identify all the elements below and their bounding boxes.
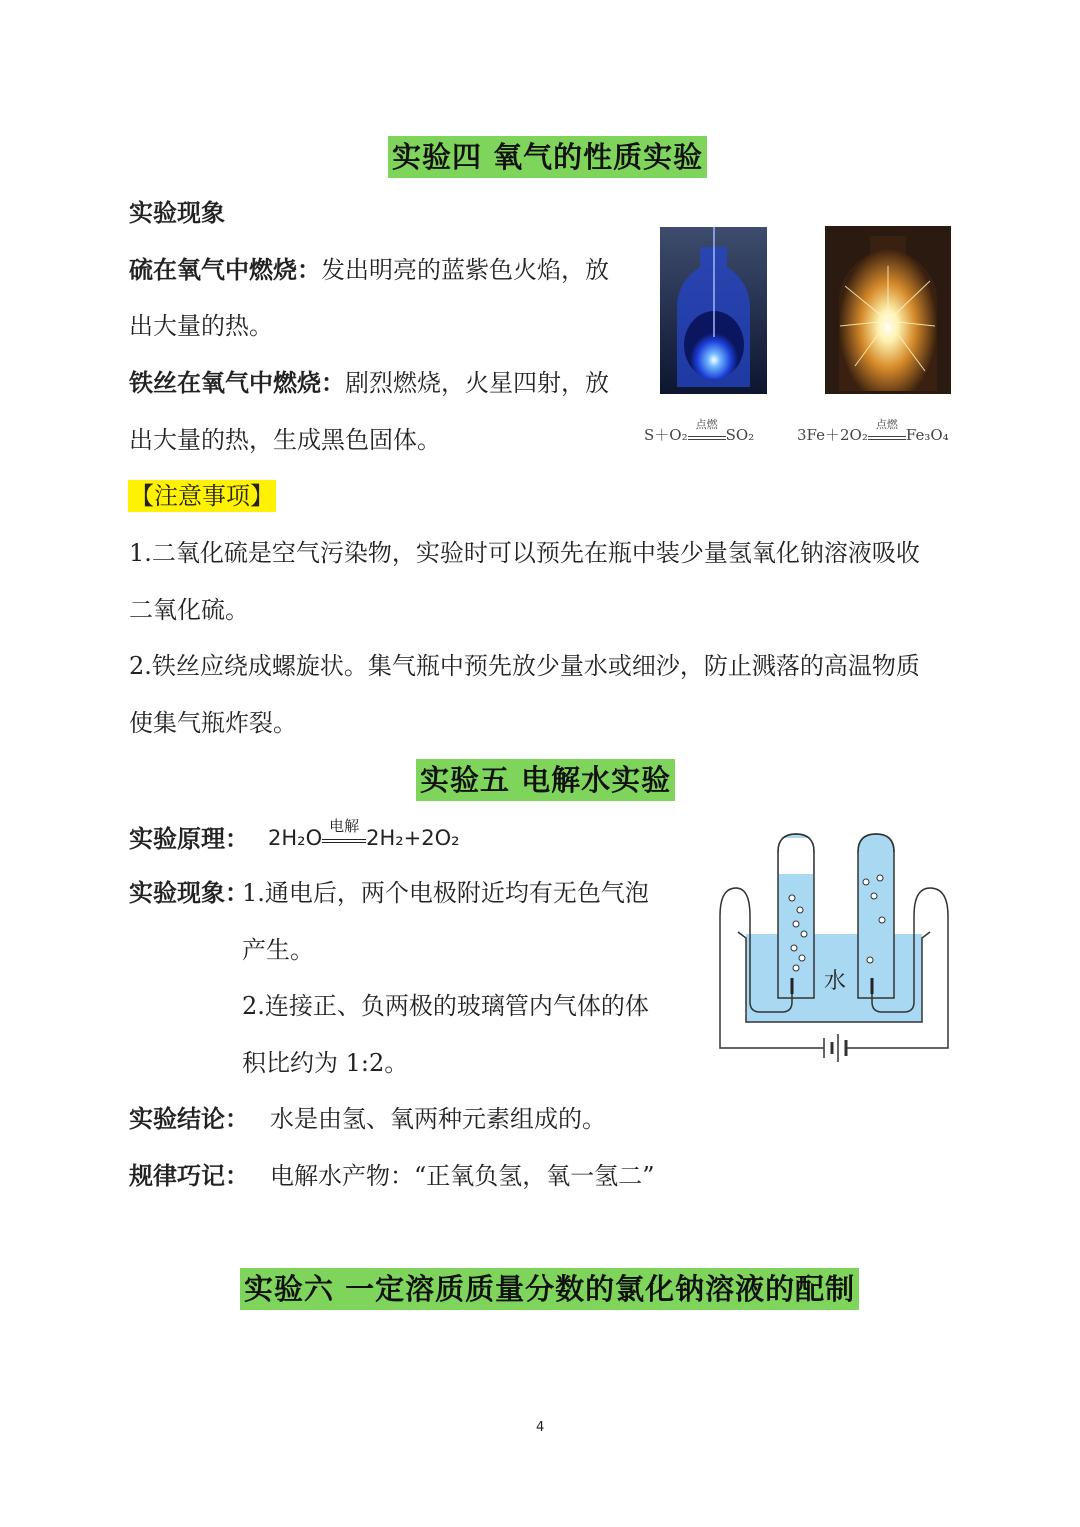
exp6-title: 实验六 一定溶质质量分数的氯化钠溶液的配制 — [240, 1268, 859, 1310]
principle-label: 实验原理： — [129, 825, 249, 853]
ph2-line2: 积比约为 1:2。 — [242, 1049, 409, 1077]
exp4-phenomenon-label: 实验现象 — [129, 199, 225, 227]
iron-text-2: 出大量的热，生成黑色固体。 — [129, 426, 441, 454]
iron-eq-left: 3Fe＋2O₂ — [797, 426, 868, 444]
sulfur-line-1 — [129, 255, 609, 285]
principle-left: 2H₂O — [268, 826, 323, 850]
iron-label: 铁丝在氧气中燃烧： — [129, 369, 345, 397]
ph1-line2: 产生。 — [242, 936, 314, 964]
note1-line2: 二氧化硫。 — [129, 596, 249, 624]
sulfur-eq-left: S＋O₂ — [644, 426, 688, 444]
sulfur-eq-right: SO₂ — [725, 426, 755, 444]
ph1-line1: 1.通电后，两个电极附近均有无色气泡 — [242, 879, 649, 907]
principle-right: 2H₂+2O₂ — [366, 826, 460, 850]
mnemonic-text: 电解水产物：“正氧负氢，氧一氢二” — [270, 1162, 655, 1190]
sulfur-equation — [644, 418, 755, 445]
note2-line1: 2.铁丝应绕成螺旋状。集气瓶中预先放少量水或细沙，防止溅落的高温物质 — [129, 652, 920, 680]
principle-condition: 电解 — [329, 817, 360, 835]
exp5-phenomenon-label: 实验现象： — [129, 879, 249, 907]
ph2-line1: 2.连接正、负两极的玻璃管内气体的体 — [242, 992, 649, 1020]
note-tag: 【注意事项】 — [130, 482, 274, 510]
electrolysis-diagram — [716, 826, 952, 1066]
page-number: 4 — [536, 1420, 545, 1435]
conclusion-label: 实验结论： — [129, 1105, 249, 1133]
iron-eq-condition: 点燃 — [875, 418, 898, 431]
exp4-title: 实验四 氧气的性质实验 — [388, 136, 707, 178]
iron-text-1: 剧烈燃烧，火星四射，放 — [345, 369, 609, 397]
diagram-water-label: 水 — [824, 969, 847, 994]
sulfur-eq-condition: 点燃 — [695, 418, 718, 431]
iron-line-1 — [129, 368, 609, 398]
sulfur-burning-photo — [660, 227, 767, 394]
iron-eq-arrow — [868, 418, 906, 440]
note1-line1: 1.二氧化硫是空气污染物，实验时可以预先在瓶中装少量氢氧化钠溶液吸收 — [129, 539, 920, 567]
conclusion-text: 水是由氢、氧两种元素组成的。 — [270, 1105, 606, 1133]
iron-burning-photo — [825, 226, 951, 394]
iron-equation — [797, 418, 949, 445]
exp5-title: 实验五 电解水实验 — [416, 759, 675, 801]
iron-eq-right: Fe₃O₄ — [905, 426, 949, 444]
mnemonic-label: 规律巧记： — [129, 1162, 249, 1190]
sulfur-text-2: 出大量的热。 — [129, 312, 273, 340]
sulfur-text-1: 发出明亮的蓝紫色火焰，放 — [321, 256, 609, 284]
sulfur-eq-arrow — [688, 418, 726, 440]
principle-equation — [268, 817, 460, 850]
sulfur-label: 硫在氧气中燃烧： — [129, 256, 321, 284]
principle-arrow — [322, 817, 366, 843]
note2-line2: 使集气瓶炸裂。 — [129, 709, 297, 737]
